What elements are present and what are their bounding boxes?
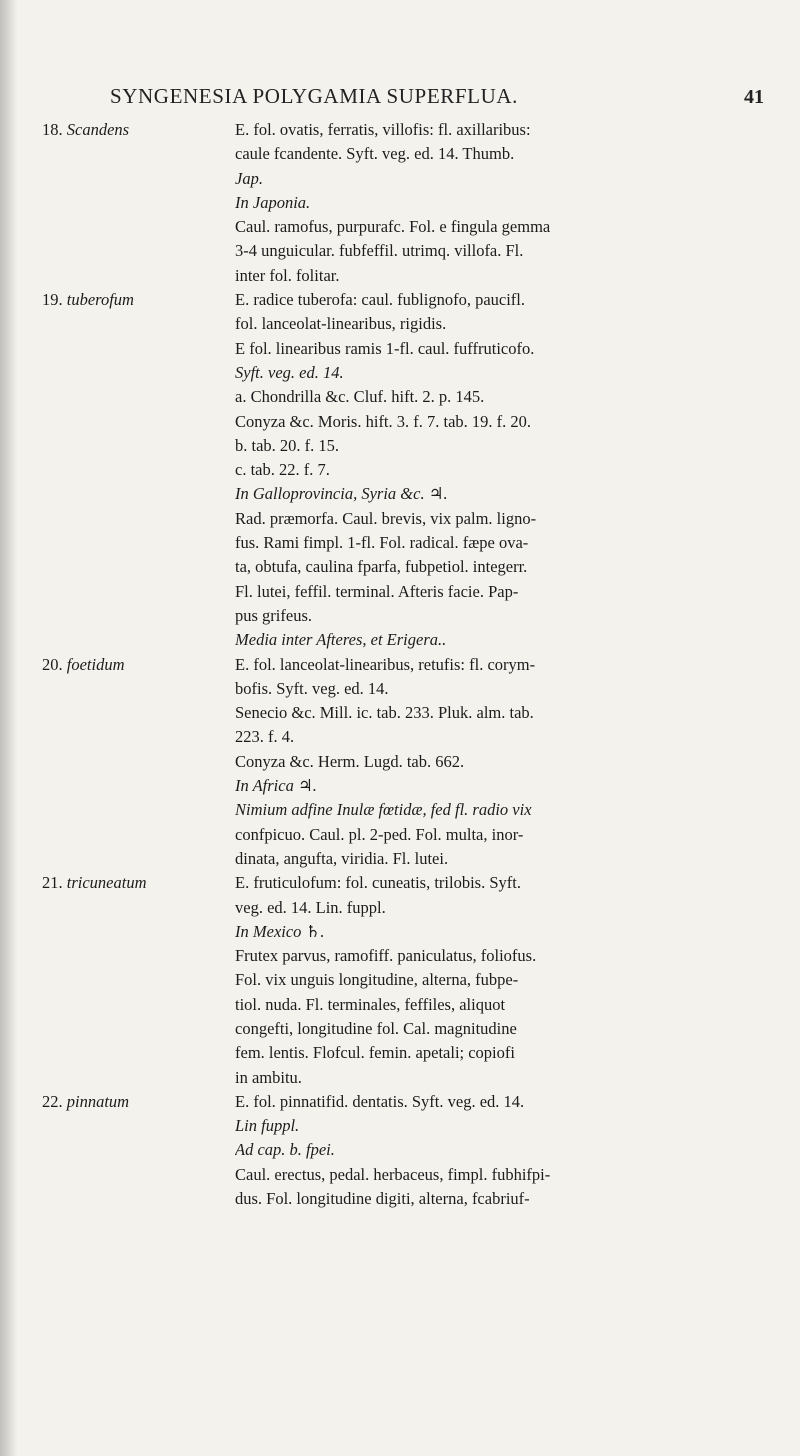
entry-line: In Galloprovincia, Syria &c. ♃.: [235, 484, 448, 504]
entry-line: Caul. erectus, pedal. herbaceus, fimpl. fubhifpi-: [235, 1164, 551, 1184]
running-head: SYNGENESIA POLYGAMIA SUPERFLUA.: [110, 84, 518, 108]
page-number: 41: [744, 86, 764, 108]
entry-line: c. tab. 22. f. 7.: [235, 460, 330, 480]
entry-heading: [42, 288, 232, 312]
entry-line: Lin fuppl.: [235, 1116, 300, 1136]
entry-line: Syft. veg. ed. 14.: [235, 362, 344, 382]
entry-number: 19.: [42, 290, 63, 310]
entry-line: confpicuo. Caul. pl. 2-ped. Fol. multa, inor-: [235, 824, 524, 844]
entry-line: Conyza &c. Moris. hift. 3. f. 7. tab. 19. f. 20.: [235, 411, 532, 431]
species-epithet: tuberofum: [66, 290, 134, 310]
entry-line: 223. f. 4.: [235, 727, 295, 747]
page-header: [110, 84, 764, 114]
entry-line: ta, obtufa, caulina fparfa, fubpetiol. integerr.: [235, 557, 528, 577]
species-epithet: Scandens: [66, 120, 130, 139]
entry-line: in ambitu.: [235, 1067, 302, 1087]
entry-line: b. tab. 20. f. 15.: [235, 435, 340, 455]
entry-heading: [42, 871, 232, 895]
entry-line: caule fcandente. Syft. veg. ed. 14. Thumb.: [235, 144, 515, 164]
entry-line: veg. ed. 14. Lin. fuppl.: [235, 897, 386, 917]
entry-number: 22.: [42, 1091, 63, 1111]
entry-line: Rad. præmorfa. Caul. brevis, vix palm. ligno-: [235, 508, 537, 528]
entry-number: 18.: [42, 120, 63, 139]
entry-line: dus. Fol. longitudine digiti, alterna, fcabriuf-: [235, 1189, 530, 1209]
species-epithet: foetidum: [66, 654, 125, 674]
entry-line: dinata, angufta, viridia. Fl. lutei.: [235, 848, 449, 868]
entry-number: 20.: [42, 654, 63, 674]
entry-line: E. fol. lanceolat-linearibus, retufis: fl. corym-: [235, 654, 536, 674]
entry-line: a. Chondrilla &c. Cluf. hift. 2. p. 145.: [235, 387, 485, 407]
entry-line: Fol. vix unguis longitudine, alterna, fubpe-: [235, 970, 519, 990]
entry-line: E. radice tuberofa: caul. fublignofo, paucifl.: [235, 290, 526, 310]
species-entry-foetidum: [0, 653, 800, 872]
entry-line: pus grifeus.: [235, 605, 312, 625]
entry-line: 3-4 unguicular. fubfeffil. utrimq. villofa. Fl.: [235, 241, 524, 261]
entry-line: In Japonia.: [235, 192, 311, 212]
entry-line: Fl. lutei, feffil. terminal. Afteris facie. Pap-: [235, 581, 519, 601]
entry-line: Frutex parvus, ramofiff. paniculatus, foliofus.: [235, 946, 537, 966]
entry-number: 21.: [42, 873, 63, 893]
entry-line: Conyza &c. Herm. Lugd. tab. 662.: [235, 751, 465, 771]
species-epithet: tricuneatum: [66, 873, 147, 893]
entry-line: tiol. nuda. Fl. terminales, feffiles, aliquot: [235, 994, 506, 1014]
entry-heading: [42, 1090, 232, 1114]
entry-line: Senecio &c. Mill. ic. tab. 233. Pluk. alm. tab.: [235, 703, 534, 723]
entry-line: E. fruticulofum: fol. cuneatis, trilobis. Syft.: [235, 873, 521, 893]
species-entry-pinnatum: [0, 1090, 800, 1211]
species-entry-tricuneatum: [0, 871, 800, 1090]
entry-line: E fol. linearibus ramis 1-fl. caul. fuffruticofo.: [235, 338, 535, 358]
entry-line: fem. lentis. Flofcul. femin. apetali; copiofi: [235, 1043, 515, 1063]
species-entries: [0, 118, 800, 1211]
entry-heading: [42, 653, 232, 677]
entry-line: bofis. Syft. veg. ed. 14.: [235, 678, 389, 698]
entry-line: E. fol. pinnatifid. dentatis. Syft. veg. ed. 14.: [235, 1091, 525, 1111]
entry-line: congefti, longitudine fol. Cal. magnitudine: [235, 1018, 517, 1038]
entry-line: Nimium adfine Inulæ fœtidæ, fed fl. radio vix: [235, 800, 532, 820]
entry-line: Media inter Afteres, et Erigera..: [235, 630, 447, 650]
entry-line: E. fol. ovatis, ferratis, villofis: fl. axillaribus:: [235, 120, 531, 139]
entry-line: fus. Rami fimpl. 1-fl. Fol. radical. fæpe ova-: [235, 533, 529, 553]
entry-line: fol. lanceolat-linearibus, rigidis.: [235, 314, 447, 334]
species-entry-scandens: [0, 118, 800, 288]
species-entry-tuberofum: [0, 288, 800, 652]
entry-line: inter fol. folitar.: [235, 265, 340, 285]
entry-line: Caul. ramofus, purpurafc. Fol. e fingula gemma: [235, 217, 551, 237]
entry-line: Ad cap. b. fpei.: [235, 1140, 335, 1160]
entry-line: Jap.: [235, 168, 263, 188]
entry-line: In Mexico ♄.: [235, 921, 325, 941]
species-epithet: pinnatum: [66, 1091, 130, 1111]
entry-heading: [42, 118, 232, 142]
entry-line: In Africa ♃.: [235, 776, 317, 796]
